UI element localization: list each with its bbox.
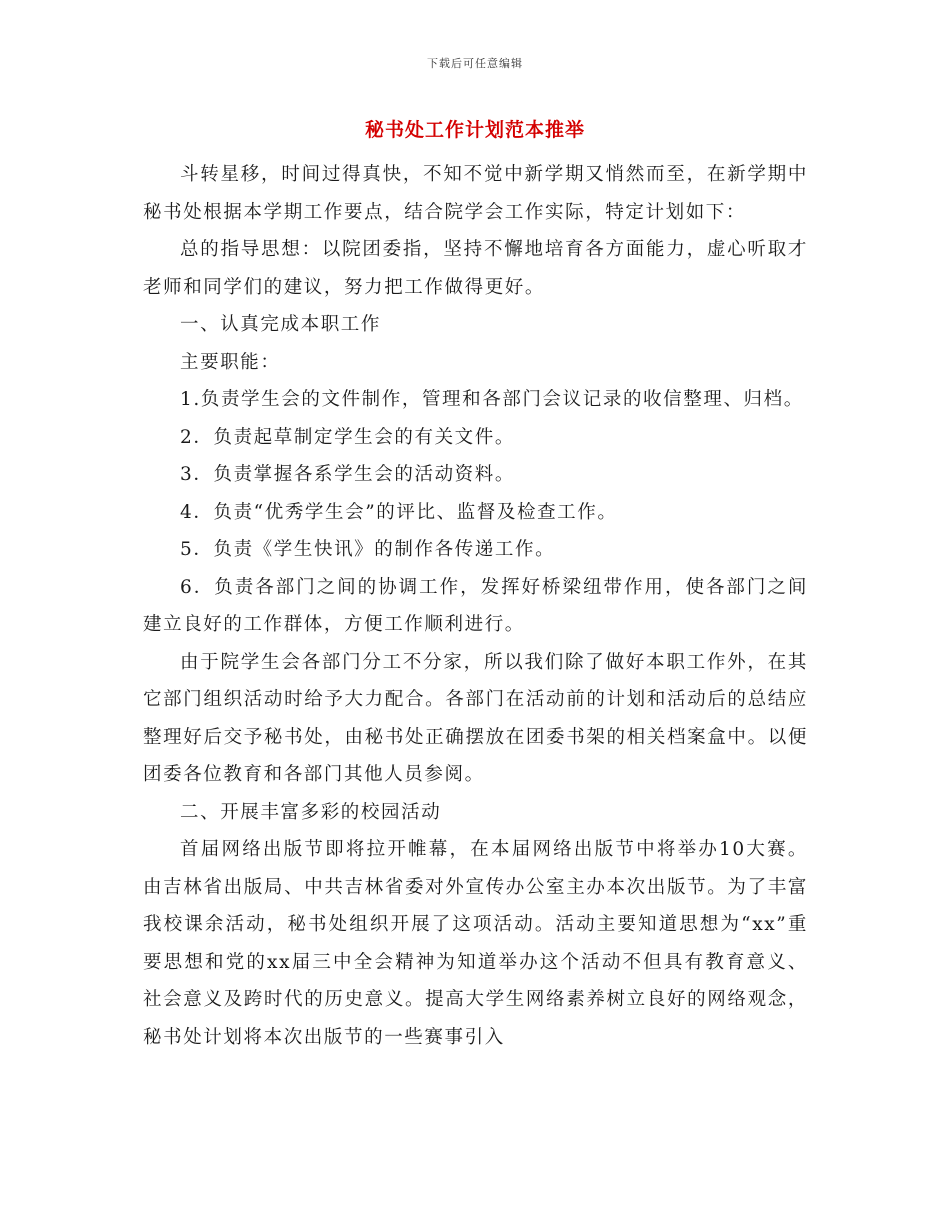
page-header: 下载后可任意编辑 — [427, 57, 523, 70]
list-item-duty-1: 1.负责学生会的文件制作，管理和各部门会议记录的收信整理、归档。 — [180, 389, 804, 410]
paragraph-publishing-festival: 首届网络出版节即将拉开帷幕，在本届网络出版节中将举办10大赛。由吉林省出版局、中共吉林省委对外宣传办公室主办本次出版节。为了丰富我校课余活动，秘书处组织开展了这项活动。活动主要知道思想为“xx”重要思想和党的xx届三中全会精神为知道举办这个活动不但具有教育意义、社会意义及跨时代的历史意义。提高大学生网络素养树立良好的网络观念，秘书处计划将本次出版节的一些赛事引入 — [143, 839, 808, 1048]
paragraph-main-duties-label: 主要职能： — [180, 351, 281, 373]
section-heading-1: 一、认真完成本职工作 — [180, 314, 382, 335]
list-item-duty-2: 2．负责起草制定学生会的有关文件。 — [180, 426, 515, 448]
document-body — [143, 156, 808, 1056]
list-item-duty-3: 3．负责掌握各系学生会的活动资料。 — [180, 464, 515, 485]
section-heading-2: 二、开展丰富多彩的校园活动 — [180, 801, 442, 823]
paragraph-guiding-principle: 总的指导思想：以院团委指，坚持不懈地培育各方面能力，虚心听取才老师和同学们的建议，努力把工作做得更好。 — [143, 239, 808, 298]
list-item-duty-4: 4．负责“优秀学生会”的评比、监督及检查工作。 — [180, 501, 618, 523]
paragraph-cooperation: 由于院学生会各部门分工不分家，所以我们除了做好本职工作外，在其它部门组织活动时给予大力配合。各部门在活动前的计划和活动后的总结应整理好后交予秘书处，由秘书处正确摆放在团委书架的相关档案盒中。以便团委各位教育和各部门其他人员参阅。 — [143, 651, 808, 785]
paragraph-intro: 斗转星移，时间过得真快，不知不觉中新学期又悄然而至，在新学期中秘书处根据本学期工作要点，结合院学会工作实际，特定计划如下： — [143, 164, 808, 223]
document-title: 秘书处工作计划范本推举 — [364, 119, 585, 141]
list-item-duty-6: 6．负责各部门之间的协调工作，发挥好桥梁纽带作用，使各部门之间建立良好的工作群体，方便工作顺利进行。 — [143, 576, 808, 635]
list-item-duty-5: 5．负责《学生快讯》的制作各传递工作。 — [180, 539, 556, 560]
